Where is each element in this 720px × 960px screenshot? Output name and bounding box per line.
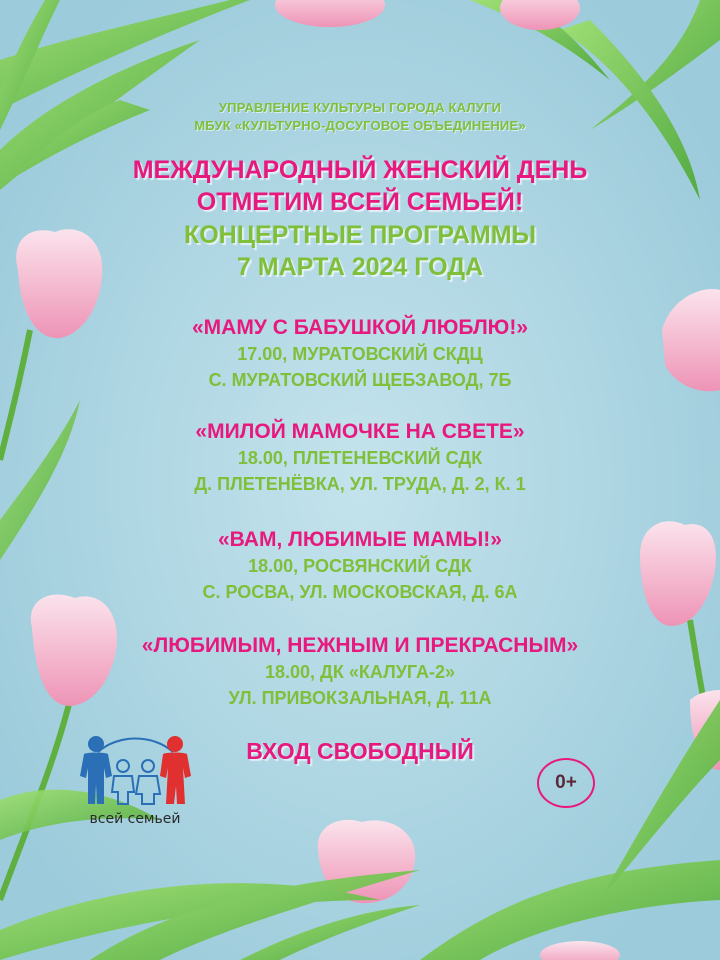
program-2-title: «МИЛОЙ МАМОЧКЕ НА СВЕТЕ» (195, 420, 525, 443)
program-4-time-place: 18.00, ДК «КАЛУГА-2» (265, 662, 455, 682)
program-1-title: «МАМУ С БАБУШКОЙ ЛЮБЛЮ!» (191, 316, 529, 339)
age-rating-badge: 0+ (537, 758, 595, 808)
organization-line-1: УПРАВЛЕНИЕ КУЛЬТУРЫ ГОРОДА КАЛУГИ (218, 100, 502, 115)
program-2-address: Д. ПЛЕТЕНЁВКА, УЛ. ТРУДА, Д. 2, К. 1 (194, 474, 526, 494)
event-date: 7 МАРТА 2024 ГОДА (236, 253, 484, 281)
event-title-line-2: ОТМЕТИМ ВСЕЙ СЕМЬЕЙ! (196, 188, 524, 216)
program-1-time-place: 17.00, МУРАТОВСКИЙ СКДЦ (237, 344, 483, 364)
event-title-line-1: МЕЖДУНАРОДНЫЙ ЖЕНСКИЙ ДЕНЬ (132, 156, 588, 184)
program-subtitle: КОНЦЕРТНЫЕ ПРОГРАММЫ (183, 221, 537, 249)
program-3-address: С. РОСВА, УЛ. МОСКОВСКАЯ, Д. 6А (202, 582, 518, 602)
program-4-address: УЛ. ПРИВОКЗАЛЬНАЯ, Д. 11А (228, 688, 492, 708)
free-entry-label: ВХОД СВОБОДНЫЙ (246, 738, 474, 764)
program-3-time-place: 18.00, РОСВЯНСКИЙ СДК (248, 556, 472, 576)
program-3-title: «ВАМ, ЛЮБИМЫЕ МАМЫ!» (218, 528, 502, 551)
organization-line-2: МБУК «КУЛЬТУРНО-ДОСУГОВОЕ ОБЪЕДИНЕНИЕ» (194, 118, 526, 133)
program-1-address: С. МУРАТОВСКИЙ ЩЕБЗАВОД, 7Б (208, 370, 512, 390)
program-4-title: «ЛЮБИМЫМ, НЕЖНЫМ И ПРЕКРАСНЫМ» (141, 634, 579, 657)
program-2-time-place: 18.00, ПЛЕТЕНЕВСКИЙ СДК (237, 448, 483, 468)
family-logo-text: всей семьей (89, 811, 181, 827)
